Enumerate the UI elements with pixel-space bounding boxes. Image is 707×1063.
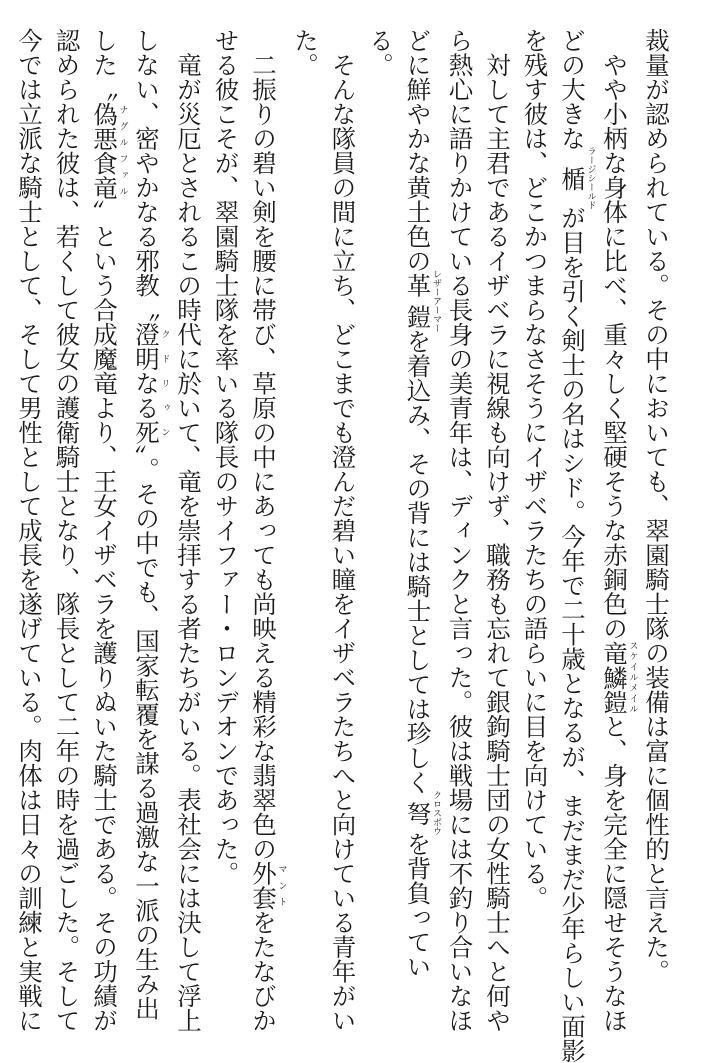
text-segment: ら熱心に語りかけている長身の美青年は、ディンクと言った。彼は戦場には不釣り合いなほ xyxy=(446,28,475,1033)
ruby-term xyxy=(90,102,119,200)
text-line xyxy=(11,28,49,978)
ruby-reading: クロスボウ xyxy=(431,791,441,836)
text-segment: が目を引く剣士の名はシド。今年で二十歳となるが、まだまだ少年らしい面影 xyxy=(558,206,587,1063)
ruby-base: 外套 xyxy=(249,861,278,910)
ruby-base: 弩 xyxy=(404,791,433,836)
ruby-reading: クドリゥン xyxy=(160,322,170,445)
text-segment: した〝 xyxy=(90,28,119,102)
ruby-reading: マント xyxy=(277,861,287,910)
text-segment: しない、密やかなる邪教〝 xyxy=(132,28,161,322)
text-segment: 二振りの碧い剣を腰に帯び、草原の中にあっても尚映える精彩な翡翠色の xyxy=(249,28,278,861)
text-segment: を残す彼は、どこかつまらなさそうにイザベラたちの語らいに目を向けている。 xyxy=(521,28,550,910)
ruby-term xyxy=(249,861,278,910)
text-line xyxy=(207,28,245,978)
text-segment: せる彼こそが、翠園騎士隊を率いる隊長のサイファー・ロンデオンであった。 xyxy=(212,28,241,886)
text-segment: る。 xyxy=(366,28,395,77)
text-line xyxy=(596,28,638,978)
text-segment: 〟という合成魔竜より、王女イザベラを護りぬいた騎士である。その功績が xyxy=(90,200,119,1033)
text-segment: 〟。その中でも、国家転覆を謀る過激な一派の生み出 xyxy=(132,445,161,1021)
text-segment: を背負ってい xyxy=(404,832,433,979)
text-segment: やや小柄な身体に比べ、重々しく堅硬そうな赤銅色の xyxy=(600,28,629,641)
text-line xyxy=(86,28,128,978)
vertical-text-body xyxy=(25,28,675,978)
text-segment: 裁量が認められている。その中においても、翠園騎士隊の装備は富に個性的と言えた。 xyxy=(642,28,671,984)
text-segment: どに鮮やかな黄土色の xyxy=(404,28,433,273)
text-line xyxy=(287,28,325,978)
ruby-reading: ラージシールド xyxy=(586,147,596,210)
ruby-base: 偽悪食竜 xyxy=(90,102,119,200)
text-segment: 今では立派な騎士として、そして男性として成長を遂げている。肉体は日々の訓練と実戦に xyxy=(15,28,44,1033)
ruby-base: 革鎧 xyxy=(404,270,433,333)
ruby-reading: レザーアーマー xyxy=(431,270,441,333)
ruby-base: 澄明なる死 xyxy=(132,322,161,445)
ruby-term xyxy=(558,151,587,206)
text-line xyxy=(479,28,517,978)
text-segment: 竜が災厄とされるこの時代に於いて、竜を崇拝する者たちがいる。表社会には決して浮上 xyxy=(174,28,203,1033)
text-line xyxy=(516,28,554,978)
text-line xyxy=(638,28,676,978)
text-line xyxy=(48,28,86,978)
text-line xyxy=(245,28,287,978)
ruby-term xyxy=(404,795,433,832)
text-segment: た。 xyxy=(291,28,320,77)
text-line xyxy=(128,28,170,978)
text-line xyxy=(324,28,362,978)
text-line xyxy=(441,28,479,978)
ruby-term xyxy=(600,641,629,715)
text-line xyxy=(362,28,400,978)
text-segment: そんな隊員の間に立ち、どこまでも澄んだ碧い瞳をイザベラたちへと向けている青年がい xyxy=(329,28,358,1033)
text-segment: を着込み、その背には騎士としては珍しく xyxy=(404,329,433,795)
ruby-reading: ナグルファル xyxy=(118,102,128,200)
text-line xyxy=(170,28,208,978)
text-line xyxy=(554,28,596,978)
ruby-reading: スケイルメイル xyxy=(628,641,638,715)
text-segment: 対して主君であるイザベラに視線も向けず、職務も忘れて銀鉤騎士団の女性騎士へと何や xyxy=(483,28,512,1033)
text-segment: をたなびか xyxy=(249,910,278,1033)
text-line xyxy=(399,28,441,978)
text-segment: どの大きな xyxy=(558,28,587,151)
ruby-base: 竜鱗鎧 xyxy=(600,641,629,715)
ruby-term xyxy=(132,322,161,445)
ruby-term xyxy=(404,273,433,329)
ruby-base: 楯 xyxy=(558,147,587,210)
text-segment: と、身を完全に隠せそうなほ xyxy=(600,714,629,1033)
text-segment: 認められた彼は、若くして彼女の護衛騎士となり、隊長として二年の時を過ごした。そして xyxy=(53,28,82,1033)
